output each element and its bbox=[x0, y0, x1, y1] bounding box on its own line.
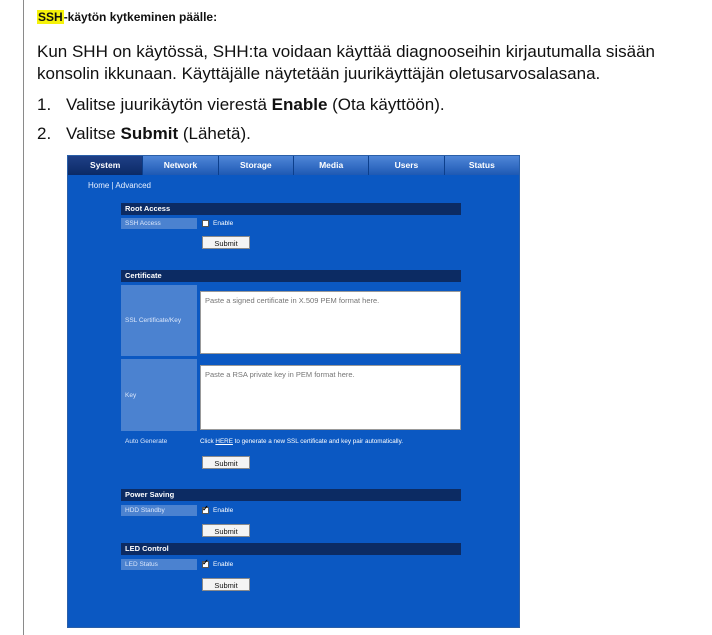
auto-note-post: to generate a new SSL certificate and key pair automatically. bbox=[232, 438, 404, 445]
step-1 bbox=[37, 94, 445, 116]
certificate-submit-button[interactable]: Submit bbox=[202, 456, 250, 469]
step-number: 1. bbox=[37, 95, 52, 114]
led-control-submit-button[interactable]: Submit bbox=[202, 578, 250, 591]
heading-highlight: SSH bbox=[38, 10, 63, 24]
nav-tabs bbox=[68, 156, 519, 175]
step-text: Valitse bbox=[66, 124, 121, 143]
key-textarea[interactable] bbox=[200, 365, 461, 430]
certificate-header: Certificate bbox=[121, 270, 461, 282]
step-bold: Enable bbox=[271, 95, 328, 114]
ssh-enable-checkbox[interactable] bbox=[202, 220, 233, 227]
step-text-end: (Lähetä). bbox=[178, 124, 251, 143]
step-bold: Submit bbox=[120, 124, 179, 143]
tab-status[interactable]: Status bbox=[445, 156, 519, 175]
heading-rest: -käytön kytkeminen päälle: bbox=[63, 10, 218, 24]
led-status-checkbox[interactable] bbox=[202, 561, 233, 568]
breadcrumb[interactable]: Home | Advanced bbox=[88, 181, 152, 190]
admin-ui-screenshot bbox=[67, 155, 520, 628]
power-saving-submit-button[interactable]: Submit bbox=[202, 524, 250, 537]
root-access-submit-button[interactable]: Submit bbox=[202, 236, 250, 249]
step-number: 2. bbox=[37, 124, 52, 143]
intro-paragraph: Kun SHH on käytössä, SHH:ta voidaan käyttää diagnooseihin kirjautumalla sisään konsolin ikkunaan. Käyttäjälle näytetään juurikäyttäjän oletusarvosalasana. bbox=[37, 42, 656, 83]
tab-system[interactable]: System bbox=[68, 156, 143, 175]
step-2 bbox=[37, 123, 251, 145]
step-text: Valitse juurikäytön vierestä bbox=[66, 95, 272, 114]
margin-rule bbox=[23, 0, 24, 635]
power-saving-header: Power Saving bbox=[121, 489, 461, 501]
root-access-header: Root Access bbox=[121, 203, 461, 215]
ssh-access-label: SSH Access bbox=[121, 218, 197, 229]
led-control-header: LED Control bbox=[121, 543, 461, 555]
hdd-standby-text: Enable bbox=[213, 507, 234, 514]
step-text-end: (Ota käyttöön). bbox=[327, 95, 445, 114]
tab-users[interactable]: Users bbox=[369, 156, 444, 175]
auto-generate-label: Auto Generate bbox=[125, 437, 168, 445]
tab-network[interactable]: Network bbox=[143, 156, 218, 175]
led-status-box[interactable] bbox=[202, 561, 209, 568]
auto-generate-note bbox=[200, 438, 403, 445]
led-status-text: Enable bbox=[213, 561, 234, 568]
ssl-cert-label: SSL Certificate/Key bbox=[121, 285, 197, 356]
ssh-enable-text: Enable bbox=[213, 220, 234, 227]
hdd-standby-box[interactable] bbox=[202, 507, 209, 514]
tab-storage[interactable]: Storage bbox=[219, 156, 294, 175]
auto-note-pre: Click bbox=[200, 438, 216, 445]
hdd-standby-checkbox[interactable] bbox=[202, 507, 233, 514]
auto-generate-link[interactable]: HERE bbox=[215, 438, 233, 445]
hdd-standby-label: HDD Standby bbox=[121, 505, 197, 516]
ssl-cert-textarea[interactable] bbox=[200, 291, 461, 354]
key-label: Key bbox=[121, 359, 197, 431]
ssh-enable-box[interactable] bbox=[202, 220, 209, 227]
led-status-label: LED Status bbox=[121, 559, 197, 570]
tab-media[interactable]: Media bbox=[294, 156, 369, 175]
section-heading bbox=[37, 10, 217, 24]
